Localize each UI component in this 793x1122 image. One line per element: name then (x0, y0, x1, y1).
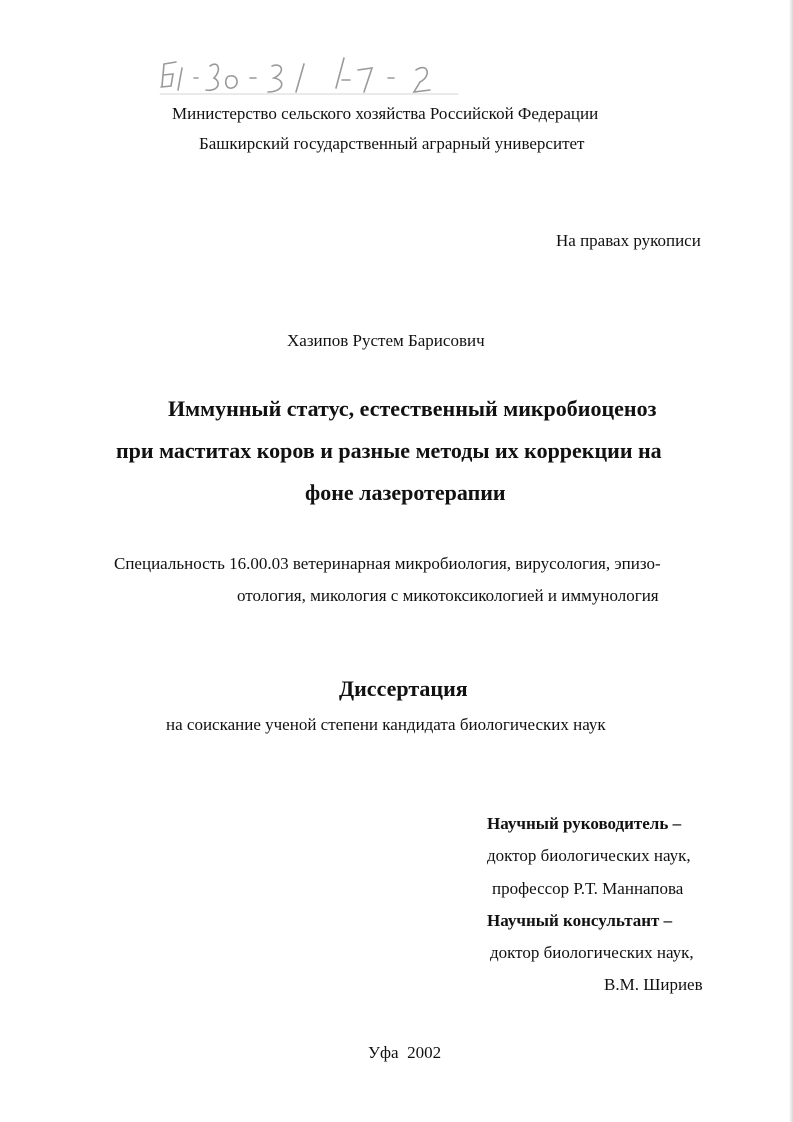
consultant-degree: доктор биологических наук, (490, 943, 694, 962)
ministry-name: Министерство сельского хозяйства Российской Федерации (172, 104, 599, 123)
title-line-2: при маститах коров и разные методы их коррекции на (116, 438, 662, 463)
author-name: Хазипов Рустем Барисович (287, 331, 485, 350)
degree-statement: на соискание ученой степени кандидата биологических наук (166, 715, 606, 734)
supervisor-degree: доктор биологических наук, (487, 846, 691, 865)
supervisor-label: Научный руководитель – (487, 814, 682, 833)
manuscript-rights-note: На правах рукописи (556, 231, 701, 250)
scan-edge-shadow (789, 0, 793, 1122)
title-line-3: фоне лазеротерапии (305, 480, 506, 505)
specialty-line-1: Специальность 16.00.03 ветеринарная микробиология, вирусология, эпизо- (114, 554, 661, 573)
document-type-heading: Диссертация (339, 676, 468, 701)
consultant-label: Научный консультант – (487, 911, 673, 930)
place-and-year: Уфа 2002 (368, 1043, 442, 1062)
consultant-name: В.М. Шириев (604, 975, 703, 994)
specialty-line-2: отология, микология с микотоксикологией и иммунология (237, 586, 659, 605)
title-line-1: Иммунный статус, естественный микробиоценоз (168, 396, 657, 421)
supervisor-name: профессор Р.Т. Маннапова (492, 879, 684, 898)
university-name: Башкирский государственный аграрный университет (199, 134, 585, 153)
handwritten-archive-mark (158, 48, 628, 100)
